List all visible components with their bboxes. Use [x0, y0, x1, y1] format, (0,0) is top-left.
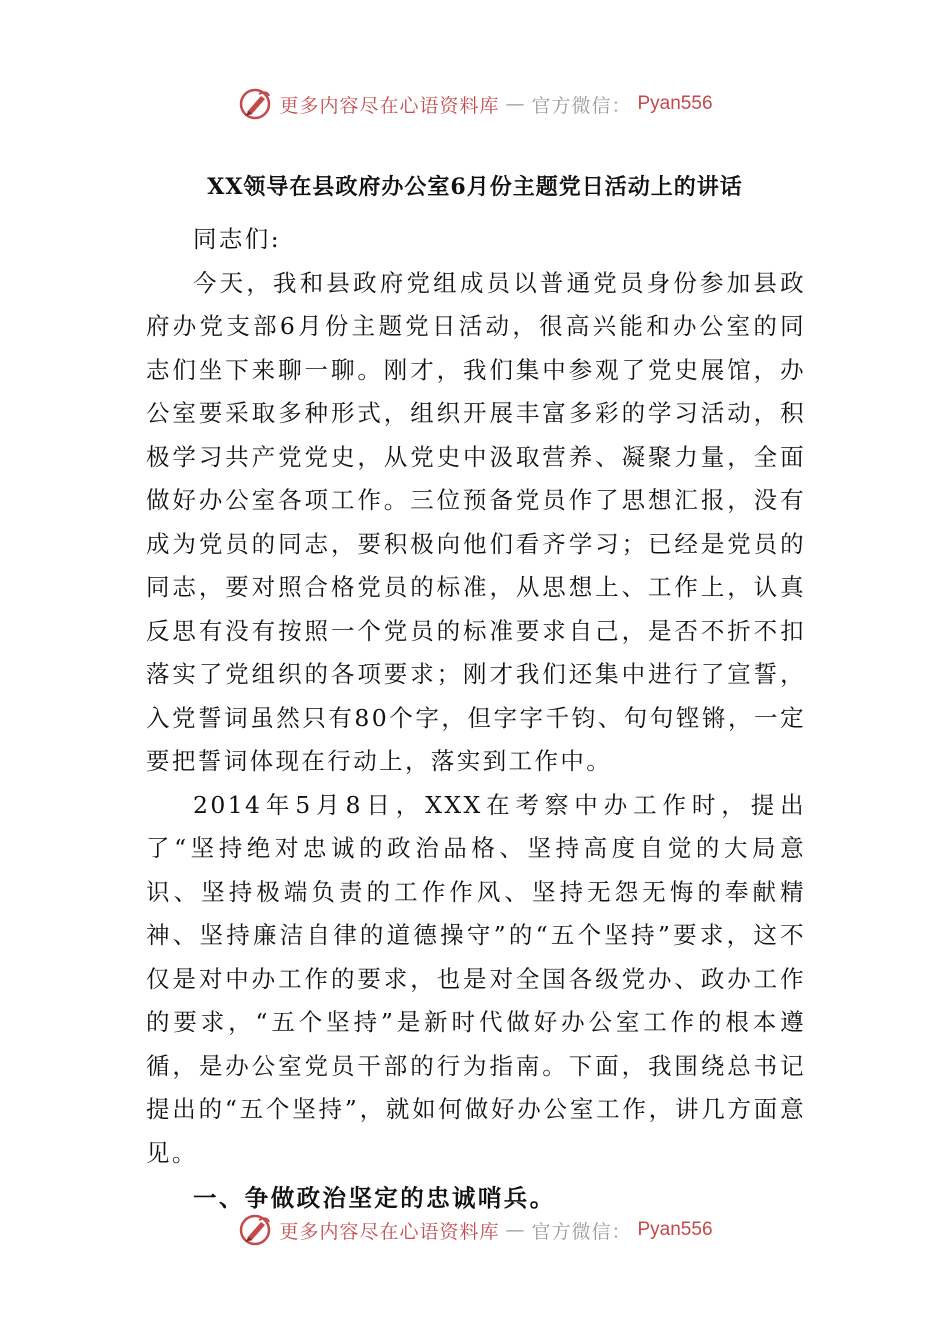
watermark-label: 官方微信：: [531, 1220, 632, 1243]
watermark-label: 官方微信：: [531, 94, 632, 117]
pen-logo-icon: [237, 86, 273, 122]
document-title: XX领导在县政府办公室6月份主题党日活动上的讲话: [207, 174, 743, 200]
salutation-paragraph: 同志们:: [193, 225, 282, 253]
watermark-footer: [0, 1210, 950, 1250]
watermark-separator: —: [505, 1219, 526, 1241]
section-heading: 一、争做政治坚定的忠诚哨兵。: [193, 1184, 556, 1212]
watermark-wechat-id: Pyan556: [637, 93, 713, 114]
watermark-separator: —: [505, 93, 526, 115]
document-body: [146, 218, 806, 1221]
pen-logo-icon: [237, 1212, 273, 1248]
watermark-wechat-id: Pyan556: [637, 1219, 713, 1240]
body-paragraph: 今天，我和县政府党组成员以普通党员身份参加县政府办党支部6月份主题党日活动，很高兴能和办公室的同志们坐下来聊一聊。刚才，我们集中参观了党史展馆，办公室要采取多种形式，组织开展丰富多彩的学习活动，积极学习共产党党史，从党史中汲取营养、凝聚力量，全面做好办公室各项工作。三位预备党员作了思想汇报，没有成为党员的同志，要积极向他们看齐学习；已经是党员的同志，要对照合格党员的标准，从思想上、工作上，认真反思有没有按照一个党员的标准要求自己，是否不折不扣落实了党组织的各项要求；刚才我们还集中进行了宣誓，入党誓词虽然只有80个字，但字字千钧、句句铿锵，一定要把誓词体现在行动上，落实到工作中。: [146, 268, 806, 775]
watermark-header: [0, 84, 950, 124]
watermark-text: 更多内容尽在心语资料库: [279, 1220, 500, 1243]
body-paragraph: 2014年5月8日，XXX在考察中办工作时，提出了“坚持绝对忠诚的政治品格、坚持高度自觉的大局意识、坚持极端负责的工作作风、坚持无怨无悔的奉献精神、坚持廉洁自律的道德操守”的“五个坚持”要求，这不仅是对中办工作的要求，也是对全国各级党办、政办工作的要求，“五个坚持”是新时代做好办公室工作的根本遵循，是办公室党员干部的行为指南。下面，我围绕总书记提出的“五个坚持”，就如何做好办公室工作，讲几方面意见。: [146, 790, 806, 1167]
watermark-text: 更多内容尽在心语资料库: [279, 94, 500, 117]
